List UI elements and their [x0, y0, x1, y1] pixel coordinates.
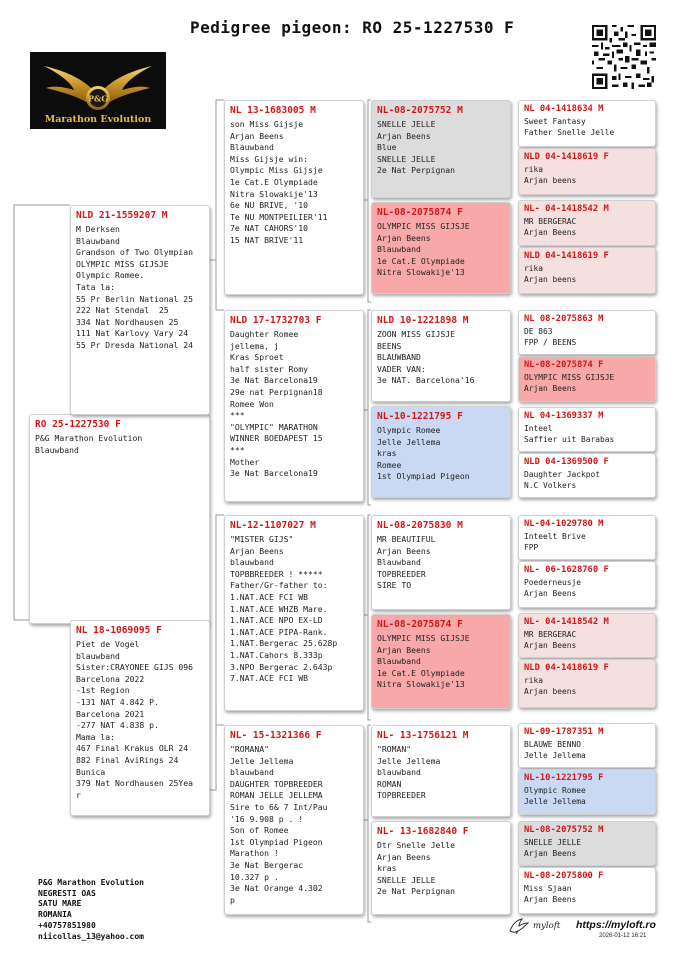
- ring-number: NLD 21-1559207 M: [76, 210, 168, 221]
- subject-pigeon-card[interactable]: [29, 414, 210, 624]
- owner-locality: NEGRESTI OAS: [38, 888, 96, 898]
- gen3-card[interactable]: [371, 406, 511, 498]
- pigeon-info: Olympic Romee Jelle Jellema: [524, 786, 586, 807]
- gen4-card[interactable]: [518, 247, 656, 294]
- brand-name: myloft: [533, 921, 561, 931]
- ring-number: NL-10-1221795 F: [377, 411, 463, 422]
- gen3-card[interactable]: [371, 202, 511, 294]
- pigeon-info: Daughter Romee jellema, j Kras Sproet half sister Romy 3e Nat Barcelona19 29e nat Perpignan18 Romee Won *** "OLYMPIC" MARATHON WINNER BOEDAPEST 15 *** Mother 3e Nat Barcelona19: [230, 329, 323, 479]
- ring-number: NL- 04-1418542 M: [524, 617, 609, 627]
- ring-number: NL- 15-1321366 F: [230, 730, 322, 741]
- club-logo: [30, 52, 166, 129]
- gen3-card[interactable]: [371, 515, 511, 610]
- gen3-card[interactable]: [371, 725, 511, 817]
- pigeon-info: Inteel Saffier uit Barabas: [524, 424, 615, 445]
- owner-phone: +40757851980: [38, 920, 96, 930]
- ring-number: NL-08-2075874 F: [524, 360, 604, 370]
- sire-sire-card[interactable]: [224, 100, 364, 295]
- dam-sire-card[interactable]: [224, 515, 364, 711]
- owner-name: P&G Marathon Evolution: [38, 878, 144, 887]
- ring-number: NL 04-1369337 M: [524, 411, 604, 421]
- pigeon-info: SNELLE JELLE Arjan Beens: [524, 838, 582, 859]
- gen4-card[interactable]: [518, 867, 656, 914]
- ring-number: NL 13-1683005 M: [230, 105, 316, 116]
- pigeon-info: SNELLE JELLE Arjan Beens Blue SNELLE JELLE 2e Nat Perpignan: [377, 119, 455, 176]
- ring-number: NL-08-2075752 M: [377, 105, 463, 116]
- page-title: Pedigree pigeon: RO 25-1227530 F: [190, 18, 515, 37]
- ring-number: NL 08-2075863 M: [524, 314, 604, 324]
- pigeon-info: MR BERGERAC Arjan Beens: [524, 217, 577, 238]
- pigeon-info: MR BERGERAC Arjan Beens: [524, 630, 577, 651]
- gen3-card[interactable]: [371, 614, 511, 709]
- pigeon-info: "MISTER GIJS" Arjan Beens blauwband TOPBBREEDER ! ***** Father/Gr-father to: 1.NAT.ACE FCI WB 1.NAT.ACE WHZB Mare. 1.NAT.ACE NPO EX-LD 1.NAT.ACE PIPA-Rank. 1.NAT.Bergerac 25.628p 1.NAT.Cahors 8.333p 3.NPO Bergerac 2.643p 7.NAT.ACE FCI WB: [230, 534, 338, 684]
- gen3-card[interactable]: [371, 821, 511, 915]
- ring-number: NLD 17-1732703 F: [230, 315, 322, 326]
- pigeon-info: OLYMPIC MISS GIJSJE Arjan Beens: [524, 373, 615, 394]
- gen4-card[interactable]: [518, 100, 656, 147]
- pigeon-info: DE 863 FPP / BEENS: [524, 327, 577, 348]
- svg-text:Marathon Evolution: Marathon Evolution: [44, 114, 152, 125]
- ring-number: NLD 10-1221898 M: [377, 315, 469, 326]
- ring-number: NL- 13-1756121 M: [377, 730, 469, 741]
- gen4-card[interactable]: [518, 200, 656, 246]
- print-timestamp: 2026-01-12 16:21: [599, 933, 647, 939]
- ring-number: NL-04-1029780 M: [524, 519, 604, 529]
- ring-number: NL-08-2075874 F: [377, 207, 463, 218]
- pigeon-info: OLYMPIC MISS GIJSJE Arjan Beens Blauwband 1e Cat.E Olympiade Nitra Slowakije'13: [377, 221, 470, 278]
- owner-contact: [38, 878, 144, 942]
- pigeon-info: "ROMAN" Jelle Jellema blauwband ROMAN TOPBREEDER: [377, 744, 441, 801]
- owner-country: ROMANIA: [38, 910, 72, 920]
- ring-number: NLD 04-1418619 F: [524, 251, 609, 261]
- ring-number: NL- 04-1418542 M: [524, 204, 609, 214]
- pigeon-info: MR BEAUTIFUL Arjan Beens Blauwband TOPBREEDER SIRE TO: [377, 534, 436, 591]
- pigeon-info: Miss Sjaan Arjan Beens: [524, 884, 577, 905]
- sire-card[interactable]: [70, 205, 210, 415]
- ring-number: NLD 04-1369500 F: [524, 457, 609, 467]
- pigeon-info: BLAUWE BENNO Jelle Jellema: [524, 740, 586, 761]
- pigeon-info: ZOON MISS GIJSJE BEENS BLAUWBAND VADER VAN: 3e NAT. Barcelona'16: [377, 329, 475, 386]
- gen4-card[interactable]: [518, 453, 656, 498]
- pigeon-info: rika Arjan beens: [524, 264, 577, 285]
- owner-county: SATU MARE: [38, 899, 82, 909]
- gen4-card[interactable]: [518, 356, 656, 402]
- pigeon-info: M Derksen Blauwband Grandson of Two Olympian OLYMPIC MISS GIJSJE Olympic Romee. Tata la: 55 Pr Berlin National 25 222 Nat Stendal 25 334 Nat Nordhausen 25 111 Nat Karlovy Vary 24 55 Pr Dresda National 24: [76, 224, 193, 350]
- gen4-card[interactable]: [518, 561, 656, 608]
- site-link[interactable]: https://myloft.ro: [576, 919, 656, 931]
- ring-number: NL- 06-1628760 F: [524, 565, 609, 575]
- gen4-card[interactable]: [518, 723, 656, 768]
- gen4-card[interactable]: [518, 613, 656, 658]
- qr-code[interactable]: [592, 25, 656, 89]
- pigeon-info: rika Arjan beens: [524, 676, 577, 697]
- pigeon-info: son Miss Gijsje Arjan Beens Blauwband Miss Gijsje win: Olympic Miss Gijsje 1e Cat.E Olympiade Nitra Slowakije'13 6e NU BRIVE, '10 Te NU MONTPEILIER'11 7e NAT CAHORS'10 15 NAT BRIVE'11: [230, 119, 328, 245]
- pigeon-info: Poederneusje Arjan Beens: [524, 578, 582, 599]
- ring-number: NL 04-1418634 M: [524, 104, 604, 114]
- owner-email[interactable]: niicollas_13@yahoo.com: [38, 931, 144, 941]
- pigeon-info: Olympic Romee Jelle Jellema kras Romee 1st Olympiad Pigeon: [377, 425, 470, 482]
- pigeon-info: Piet de Vogel blauwband Sister:CRAYONEE GIJS 096 Barcelona 2022 -1st Region -131 NAT 4.842 P. Barcelona 2021 -277 NAT 4.838 p. Mama la: 467 Final Krakus OLR 24 882 Final AviRings 24 Bunica 379 Nat Nordhausen 25Yea r: [76, 639, 193, 800]
- gen4-card[interactable]: [518, 148, 656, 195]
- pigeon-info: "ROMANA" Jelle Jellema blauwband DAUGHTER TOPBREEDER ROMAN JELLE JELLEMA Sire to 6& 7 Int/Pau '16 9.908 p . ! Son of Romee 1st Olympiad Pigeon Marathon ! 3e Nat Bergerac 10.327 p . 3e Nat Orange 4.302 p: [230, 744, 328, 905]
- gen4-card[interactable]: [518, 515, 656, 560]
- sire-dam-card[interactable]: [224, 310, 364, 502]
- ring-number: NLD 04-1418619 F: [524, 152, 609, 162]
- gen4-card[interactable]: [518, 310, 656, 355]
- ring-number: NLD 04-1418619 F: [524, 663, 609, 673]
- dam-dam-card[interactable]: [224, 725, 364, 915]
- gen4-card[interactable]: [518, 821, 656, 866]
- gen3-card[interactable]: [371, 310, 511, 402]
- dam-card[interactable]: [70, 620, 210, 816]
- pigeon-info: OLYMPIC MISS GIJSJE Arjan Beens Blauwband 1e Cat.E Olympiade Nitra Slowakije'13: [377, 633, 470, 690]
- pigeon-info: Daughter Jackpot N.C Volkers: [524, 470, 601, 491]
- ring-number: NL-12-1107027 M: [230, 520, 316, 531]
- ring-number: NL 18-1069095 F: [76, 625, 162, 636]
- pigeon-info: P&G Marathon Evolution Blauwband: [35, 433, 143, 455]
- myloft-brand[interactable]: [507, 917, 560, 935]
- gen4-card[interactable]: [518, 407, 656, 452]
- ring-number: NL-08-2075800 F: [524, 871, 604, 881]
- ring-number: NL-08-2075874 F: [377, 619, 463, 630]
- ring-number: NL-08-2075830 M: [377, 520, 463, 531]
- ring-number: NL-10-1221795 F: [524, 773, 604, 783]
- ring-number: NL-08-2075752 M: [524, 825, 604, 835]
- pigeon-info: rika Arjan beens: [524, 165, 577, 186]
- pigeon-icon: [507, 917, 531, 935]
- gen3-card[interactable]: [371, 100, 511, 198]
- ring-number: RO 25-1227530 F: [35, 419, 121, 430]
- pigeon-info: Inteelt Brive FPP: [524, 532, 586, 553]
- gen4-card[interactable]: [518, 659, 656, 708]
- ring-number: NL- 13-1682840 F: [377, 826, 469, 837]
- pigeon-info: Sweet Fantasy Father Snelle Jelle: [524, 117, 615, 138]
- pigeon-info: Dtr Snelle Jelle Arjan Beens kras SNELLE JELLE 2e Nat Perpignan: [377, 840, 455, 897]
- ring-number: NL-09-1787351 M: [524, 727, 604, 737]
- gen4-card[interactable]: [518, 769, 656, 815]
- svg-text:P&G: P&G: [87, 93, 109, 104]
